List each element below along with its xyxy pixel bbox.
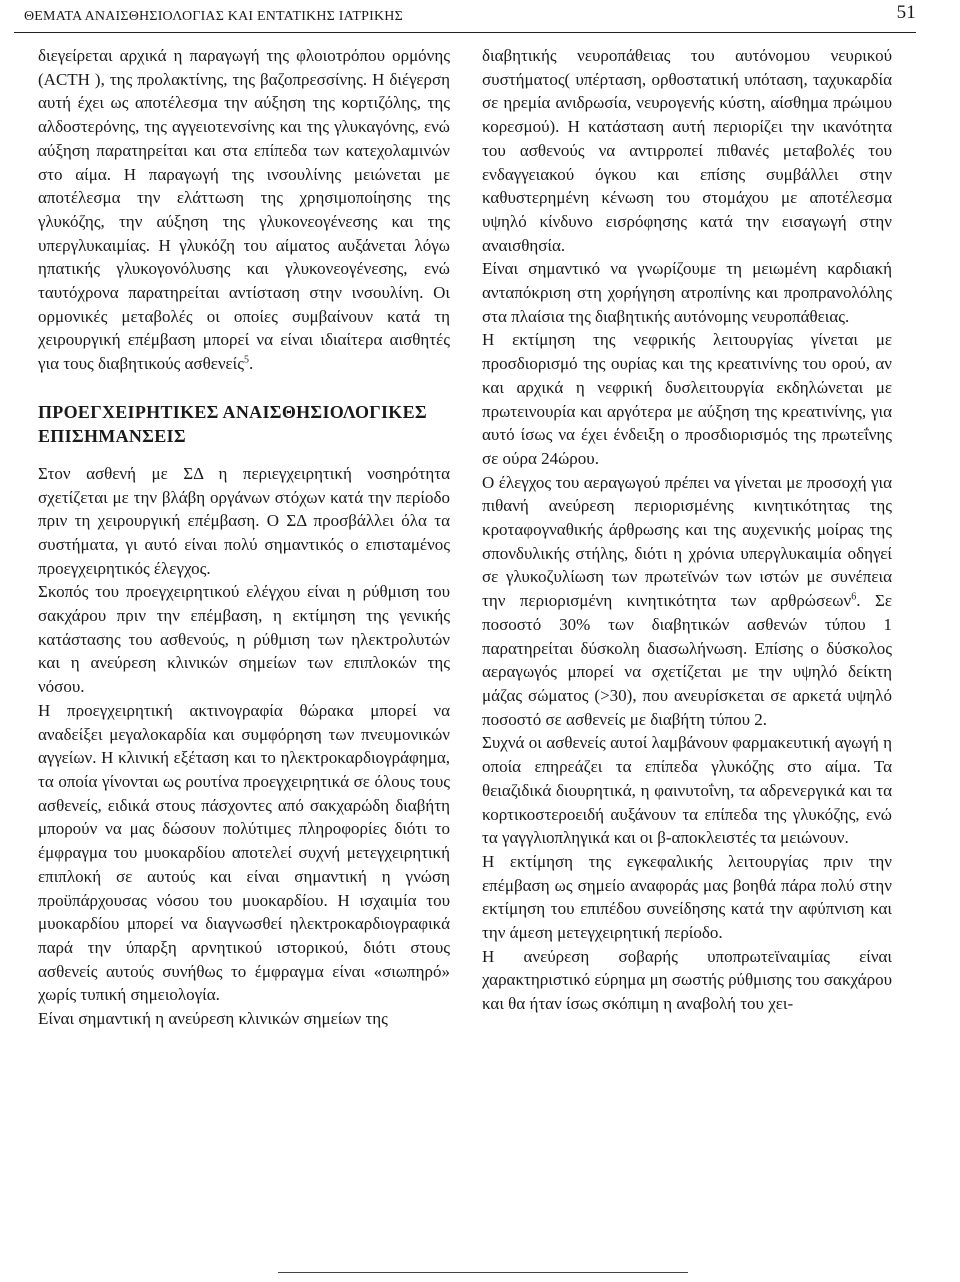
running-title: ΘΕΜΑΤΑ ΑΝΑΙΣΘΗΣΙΟΛΟΓΙΑΣ ΚΑΙ ΕΝΤΑΤΙΚΗΣ ΙΑΤΡΙΚΗΣ [24,9,403,24]
paragraph: Η ανεύρεση σοβαρής υποπρωτεϊναιμίας είναι χαρακτηριστικό εύρημα μη σωστής ρύθμισης του σακχάρου και θα ήταν ίσως σκόπιμη η αναβολή του χει- [482,946,892,1014]
paragraph: διεγείρεται αρχικά η παραγωγή της φλοιοτρόπου ορμόνης (ACTH ), της προλακτίνης, της βαζοπρεσσίνης. Η διέγερση αυτή έχει ως αποτέλεσμα την αύξηση της κορτιζόλης, της αλδοστερόνης, της αγγειοτενσίνης και της γλυκαγόνης, ενώ αύξηση παρατηρείται και στα επίπεδα των κατεχολαμινών στο αίμα. Η παραγωγή της ινσουλίνης μειώνεται με αποτέλεσμα την ελάττωση της χρησιμοποίησης της γλυκόζης, την αύξηση της γλυκονεογένεσης και της υπεργλυκαιμίας. Η γλυκόζη του αίματος αυξάνεται λόγω ηπατικής γλυκογονόλυσης και γλυκονεογένεσης, ενώ ταυτόχρονα παρατηρείται αντίσταση στην ινσουλίνη. Οι ορμονικές μεταβολές οι οποίες συμβαίνουν κατά τη χειρουργική επέμβαση μπορεί να είναι ιδιαίτερα αισθητές για τους διαβητικούς ασθενείς$^5$. [38,46,450,374]
paragraph: Συχνά οι ασθενείς αυτοί λαμβάνουν φαρμακευτική αγωγή η οποία επηρεάζει τα επίπεδα γλυκόζης στο αίμα. Τα θειαζιδικά διουρητικά, η φαινυτοΐνη, τα αδρενεργικά και τα κορτικοστεροειδή αυξάνουν τα επίπεδα της γλυκόζης, ενώ τα γαγγλιοπληγικά και οι β-αποκλειστές τα μειώνουν. [482,733,892,848]
page-header [14,0,916,33]
paragraph: Η εκτίμηση της νεφρικής λειτουργίας γίνεται με προσδιορισμό της ουρίας και της κρεατινίνης του ορού, αν και αρχικά η νεφρική δυσλειτουργία εκδηλώνεται με πρωτεινουρία και αργότερα με αύξηση της κρεατινίνης, για αυτό ίσως να έχει ένδειξη ο προσδιορισμός της πρωτεΐνης σε ούρα 24ώρου. [482,330,892,468]
paragraph: Ο έλεγχος του αεραγωγού πρέπει να γίνεται με προσοχή για πιθανή ανεύρεση περιορισμένης κινητικότητας της κροταφογναθικής άρθρωσης και της αυχενικής μοίρας της σπονδυλικής στήλης, διότι η χρόνια υπεργλυκαιμία οδηγεί σε γλυκοζυλίωση των πρωτεϊνών των ιστών με συνέπεια την περιορισμένη κινητικότητα των αρθρώσεων$^6$. Σε ποσοστό 30% των διαβητικών ασθενών τύπου 1 παρατηρείται δύσκολη διασωλήνωση. Επίσης ο δύσκολος αεραγωγός μπορεί να σχετίζεται με την υψηλό δείκτη μάζας σώματος (>30), που ανευρίσκεται σε αρκετά υψηλό ποσοστό σε ασθενείς με διαβήτη τύπου 2. [482,472,892,729]
section-heading: ΠΡΟΕΓΧΕΙΡΗΤΙΚΕΣ ΑΝΑΙΣΘΗΣΙΟΛΟΓΙΚΕΣ ΕΠΙΣΗΜΑΝΣΕΙΣ [38,401,427,446]
reference-marker: 6 [851,591,857,603]
paragraph: Στον ασθενή με ΣΔ η περιεγχειρητική νοσηρότητα σχετίζεται με την βλάβη οργάνων στόχων κατά την περίοδο πριν τη χειρουργική επέμβαση. Ο ΣΔ προσβάλλει όλα τα συστήματα, γι αυτό είναι πολύ σημαντικός ο επισταμένος προεγχειρητικός έλεγχος. [38,463,450,578]
paragraph: Είναι σημαντικό να γνωρίζουμε τη μειωμένη καρδιακή ανταπόκριση στη χορήγηση ατροπίνης και προπρανολόλης στα πλαίσια της διαβητικής αυτόνομης νευροπάθειας. [482,259,892,326]
right-column [482,44,892,1016]
left-column [38,44,450,1031]
paragraph: Η προεγχειρητική ακτινογραφία θώρακα μπορεί να αναδείξει μεγαλοκαρδία και συμφόρηση των πνευμονικών αγγείων. Η κλινική εξέταση και το ηλεκτροκαρδιογράφημα, τα οποία γίνονται ως ρουτίνα προεγχειρητικά σε όλους τους ασθενείς, ειδικά στους πάσχοντες από σακχαρώδη διαβήτη μπορούν να μας δώσουν πολύτιμες πληροφορίες διότι το έμφραγμα του μυοκαρδίου αποτελεί συχνή μετεγχειρητική επιπλοκή σε αυτούς και είναι σημαντική η γνώση προϋπάρχουσας νόσου του μυοκαρδίου. Η ισχαιμία του μυοκαρδίου μπορεί να διαγνωσθεί ηλεκτροκαρδιογραφικά παρά την ύπαρξη αρνητικού ιστορικού, διότι στους ασθενείς αυτούς συνήθως το έμφραγμα είναι «σιωπηρό» χωρίς τυπική σημειολογία. [38,700,450,1005]
reference-marker: 5 [243,354,249,366]
paragraph: Σκοπός του προεγχειρητικού ελέγχου είναι η ρύθμιση του σακχάρου πριν την επέμβαση, η εκτίμηση της γενικής κατάστασης του ασθενούς, η ρύθμιση των ηλεκτρολυτών και η ανεύρεση κλινικών σημείων των επιπλοκών της νόσου. [38,582,450,697]
paragraph: Είναι σημαντική η ανεύρεση κλινικών σημείων της [38,1009,388,1029]
paragraph: Η εκτίμηση της εγκεφαλικής λειτουργίας πριν την επέμβαση ως σημείο αναφοράς μας βοηθά πάρα πολύ στην εκτίμηση του επιπέδου συνείδησης κατά την αφύπνιση και την άμεση μετεγχειρητική περίοδο. [482,851,892,943]
page-number: 51 [896,2,916,23]
footer-rule [278,1272,688,1273]
paragraph: διαβητικής νευροπάθειας του αυτόνομου νευρικού συστήματος( υπέρταση, ορθοστατική υπόταση, ταχυκαρδία σε ηρεμία ανιδρωσία, νευρογενής κύστη, αίσθημα πρώιμου κορεσμού). Η κατάσταση αυτή περιορίζει την ικανότητα του ασθενούς να αντιρροπεί πιθανές μεταβολές του ενδαγγειακού όγκου και επίσης συμβάλλει στην καθυστερημένη κένωση του στομάχου με αποτέλεσμα υψηλό κίνδυνο εισρόφησης κατά την εισαγωγή στην αναισθησία. [482,46,892,255]
